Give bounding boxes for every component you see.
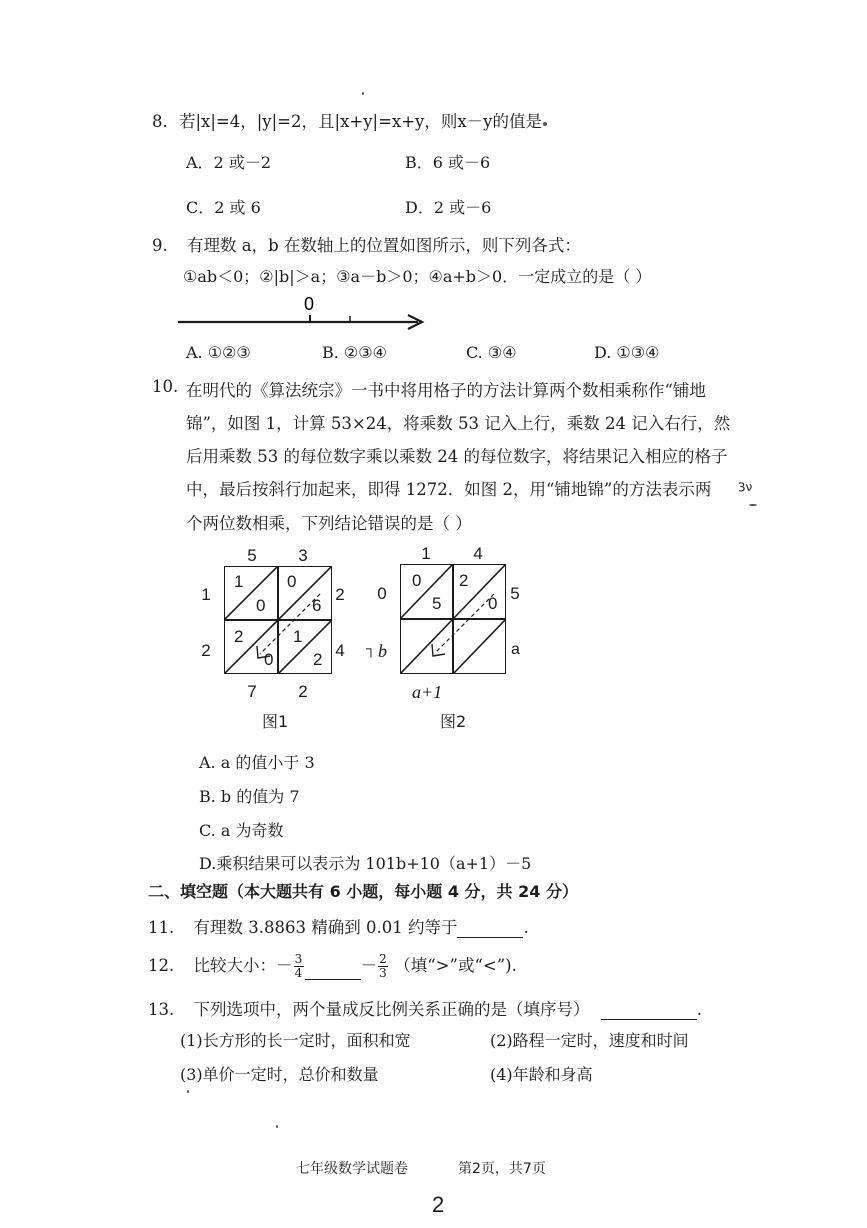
fig1-cell-ones: 0	[256, 596, 266, 615]
question-9	[152, 232, 581, 256]
footer-page: 第2页，共7页	[458, 1161, 546, 1177]
number-line-figure	[170, 290, 440, 340]
fig2-cell-ones: 0	[488, 594, 498, 613]
question-stem: 若|x|=4，|y|=2，且|x+y|=x+y，则x－y的值是	[179, 112, 542, 131]
margin-note: 3ν	[737, 479, 753, 495]
minus-sign: －	[360, 956, 377, 975]
question-10-number: 10.	[152, 377, 179, 396]
question-stem: 有理数 a，b 在数轴上的位置如图所示，则下列各式：	[187, 236, 581, 255]
question-number: 13.	[148, 1000, 175, 1019]
fig1-cell-tens: 1	[234, 572, 244, 591]
question-stem: 下列选项中，两个量成反比例关系正确的是（填序号）	[193, 1000, 590, 1019]
question-8	[152, 108, 542, 132]
q13-item-3: (3)单价一定时，总价和数量	[180, 1065, 379, 1084]
fig1-cell-tens: 0	[287, 572, 297, 591]
question-number: 12.	[148, 956, 175, 975]
fig1-cell-ones: 0	[264, 650, 274, 669]
q9-option-c: C. ③④	[466, 343, 517, 362]
fig2-left-digit: 0	[377, 584, 387, 603]
fig2-cell-tens: 2	[459, 571, 469, 590]
q13-item-1: (1)长方形的长一定时，面积和宽	[180, 1031, 411, 1050]
question-11	[148, 914, 529, 938]
footer-title: 七年级数学试题卷	[296, 1161, 408, 1177]
fig1-caption: 图1	[262, 712, 289, 731]
question-10-line-2: 锦”，如图 1，计算 53×24，将乘数 53 记入上行，乘数 24 记入右行，然	[186, 414, 731, 433]
axis-zero-label: 0	[304, 294, 315, 314]
fig2-dashed-arrow	[436, 594, 494, 652]
q10-option-a: A. a 的值小于 3	[199, 753, 315, 772]
fig1-bottom-digit: 2	[298, 682, 308, 701]
period: .	[696, 1000, 702, 1019]
fig1-cell-ones: 6	[312, 596, 322, 615]
answer-blank	[305, 979, 361, 980]
fig1-left-digit: 1	[201, 585, 211, 604]
q9-option-d: D. ①③④	[594, 343, 660, 362]
question-prefix: 比较大小：－	[193, 956, 293, 975]
q13-item-4: (4)年龄和身高	[490, 1065, 593, 1084]
fraction-numerator: 3	[294, 952, 303, 966]
fig1-right-digit: 2	[335, 585, 345, 604]
fig1-cell-tens: 2	[234, 627, 244, 646]
fraction-numerator: 2	[379, 952, 387, 966]
fig2-top-digit: 1	[421, 544, 431, 563]
question-10-line-4: 中，最后按斜行加起来，即得 1272．如图 2，用“铺地锦”的方法表示两	[186, 480, 712, 499]
fig2-right-variable: a	[511, 641, 520, 658]
fig2-right-digit: 5	[510, 584, 520, 603]
question-13	[148, 996, 702, 1020]
q8-option-c: C．2 或 6	[186, 198, 261, 217]
period: .	[523, 918, 529, 937]
question-text: 有理数 3.8863 精确到 0.01 约等于	[193, 918, 458, 937]
question-10-line-3: 后用乘数 53 的每位数字乘以乘数 24 的每位数字，将结果记入相应的格子	[186, 447, 728, 466]
q9-option-b: B. ②③④	[322, 343, 387, 362]
fig2-cell-tens: 0	[412, 571, 422, 590]
fig2-cell-ones: 5	[432, 594, 442, 613]
question-10-line-1: 在明代的《算法统宗》一书中将用格子的方法计算两个数相乘称作“铺地	[186, 381, 706, 400]
q13-item-2: (2)路程一定时，速度和时间	[490, 1031, 689, 1050]
fig1-cell-ones: 2	[313, 650, 323, 669]
fig1-cell-tens: 1	[293, 627, 303, 646]
figure-1	[186, 540, 366, 740]
fraction-2	[378, 953, 388, 980]
fraction-1	[294, 953, 304, 980]
q9-conditions: ①ab＜0；②|b|＞a；③a－b＞0；④a+b＞0．一定成立的是（ ）	[183, 267, 652, 286]
section-heading: 二、填空题（本大题共有 6 小题，每小题 4 分，共 24 分）	[148, 882, 578, 901]
fig2-top-digit: 4	[473, 544, 483, 563]
question-10-line-5: 个两位数相乘，下列结论错误的是（ ）	[186, 514, 472, 533]
q8-option-b: B．6 或－6	[405, 153, 491, 172]
fig1-top-digit: 3	[298, 546, 308, 565]
figure-2: 1 4 0 ┐ b 5 a 0 5 2 0 a+1 图2	[360, 540, 560, 740]
answer-blank	[601, 1019, 697, 1020]
fig1-top-digit: 5	[247, 546, 257, 565]
q8-option-d: D．2 或－6	[405, 198, 492, 217]
fig1-dashed-arrow	[260, 594, 320, 654]
fig1-left-digit: 2	[201, 641, 211, 660]
q10-option-b: B. b 的值为 7	[199, 787, 300, 806]
page-number: 2	[432, 1192, 445, 1217]
fraction-denominator: 3	[379, 966, 387, 980]
q9-option-a: A. ①②③	[186, 343, 251, 362]
fig2-left-variable: b	[378, 641, 387, 661]
q8-option-a: A．2 或－2	[186, 153, 272, 172]
question-number: 11.	[148, 918, 175, 937]
fig2-bottom-label: a+1	[412, 682, 443, 702]
q10-option-d: D.乘积结果可以表示为 101b+10（a+1）－5	[199, 854, 532, 873]
fig2-caption: 图2	[440, 712, 467, 731]
fraction-denominator: 4	[294, 966, 303, 980]
q10-option-c: C. a 为奇数	[199, 821, 284, 840]
question-suffix: （填“>”或“<”).	[394, 956, 517, 975]
question-number: 8.	[152, 112, 168, 131]
answer-blank	[457, 937, 523, 938]
fig1-right-digit: 4	[335, 641, 345, 660]
question-12	[148, 952, 517, 980]
fig1-bottom-digit: 7	[247, 682, 257, 701]
question-number: 9.	[152, 236, 168, 255]
